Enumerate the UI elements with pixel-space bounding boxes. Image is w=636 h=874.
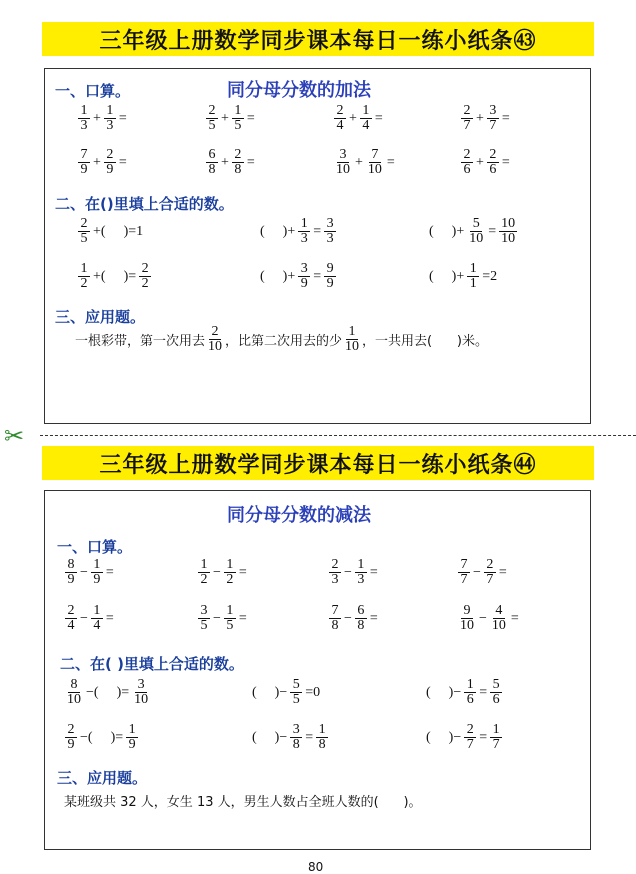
operator: ( xyxy=(426,684,431,700)
slip-1-fill-problem xyxy=(258,217,337,246)
numerator: 1 xyxy=(346,325,358,340)
denominator: 6 xyxy=(492,692,500,707)
numerator: 3 xyxy=(198,604,210,619)
denominator: 10 xyxy=(208,339,223,354)
operator: +( xyxy=(93,223,106,239)
operator: − xyxy=(80,610,88,626)
slip-1-oral-problem xyxy=(77,104,129,133)
fraction xyxy=(65,558,77,587)
fraction xyxy=(139,262,151,291)
fraction xyxy=(198,604,210,633)
scissors-icon: ✂ xyxy=(4,422,25,450)
slip-1-fill-problem xyxy=(77,217,145,246)
numerator: 2 xyxy=(487,148,499,163)
operator: − xyxy=(213,564,221,580)
operator: = xyxy=(369,564,378,580)
numerator: 1 xyxy=(316,723,328,738)
answer-blank xyxy=(101,685,115,701)
operator: = xyxy=(488,223,497,239)
slip-1-fill-problem xyxy=(427,262,499,291)
slip-1-fill-problem xyxy=(427,217,518,246)
numerator: 2 xyxy=(78,217,90,232)
operator: )=1 xyxy=(123,223,144,239)
fraction xyxy=(490,678,502,707)
slip-1-oral-problem xyxy=(460,148,512,177)
answer-blank xyxy=(433,730,447,746)
numerator: 2 xyxy=(461,104,473,119)
fraction xyxy=(467,262,479,291)
slip-2-fill-problem xyxy=(250,723,329,752)
numerator: 1 xyxy=(355,558,367,573)
denominator: 9 xyxy=(80,162,88,177)
fraction xyxy=(461,104,473,133)
denominator: 3 xyxy=(300,231,308,246)
denominator: 5 xyxy=(234,118,242,133)
answer-blank xyxy=(267,269,281,285)
fraction xyxy=(104,148,116,177)
numerator: 1 xyxy=(298,217,310,232)
denominator: 2 xyxy=(226,572,234,587)
denominator: 10 xyxy=(367,162,382,177)
numerator: 3 xyxy=(298,262,310,277)
denominator: 10 xyxy=(67,692,81,707)
slip-2-oral-problem xyxy=(64,558,116,587)
denominator: 7 xyxy=(466,737,474,752)
denominator: 5 xyxy=(208,118,216,133)
fraction xyxy=(78,217,90,246)
fraction xyxy=(329,558,341,587)
slip-2-oral-problem xyxy=(457,558,509,587)
operator: = xyxy=(305,729,314,745)
fraction xyxy=(484,558,496,587)
fraction xyxy=(290,678,302,707)
fraction xyxy=(104,104,116,133)
numerator: 1 xyxy=(464,678,476,693)
slip-1-oral-problem xyxy=(333,104,385,133)
denominator: 2 xyxy=(80,276,88,291)
fraction xyxy=(464,678,476,707)
denominator: 8 xyxy=(331,618,339,633)
numerator: 3 xyxy=(337,148,349,163)
numerator: 2 xyxy=(206,104,218,119)
answer-blank xyxy=(108,269,122,285)
fraction xyxy=(324,217,336,246)
operator: = xyxy=(374,110,383,126)
operator: − xyxy=(479,610,487,626)
numerator: 1 xyxy=(224,604,236,619)
answer-blank xyxy=(267,224,281,240)
numerator: 2 xyxy=(484,558,496,573)
denominator: 10 xyxy=(345,339,360,354)
operator: = xyxy=(105,564,114,580)
numerator: 1 xyxy=(104,104,116,119)
fraction xyxy=(467,217,485,246)
slip-1-word-problem xyxy=(75,325,488,354)
operator: = xyxy=(118,110,127,126)
operator: = xyxy=(118,154,127,170)
denominator: 2 xyxy=(141,276,149,291)
operator: )− xyxy=(448,729,462,745)
answer-blank xyxy=(95,730,109,746)
operator: = xyxy=(479,684,488,700)
denominator: 9 xyxy=(67,737,75,752)
denominator: 3 xyxy=(326,231,334,246)
fraction xyxy=(232,148,244,177)
operator: = xyxy=(498,564,507,580)
numerator: 10 xyxy=(501,216,516,231)
problem-text: 一根彩带，第一次用去 xyxy=(75,334,206,349)
answer-blank xyxy=(259,685,273,701)
slip-1-fill-problem xyxy=(258,262,337,291)
operator: + xyxy=(476,154,484,170)
denominator: 4 xyxy=(67,618,75,633)
denominator: 5 xyxy=(200,618,208,633)
denominator: 7 xyxy=(463,118,471,133)
numerator: 9 xyxy=(461,604,473,619)
denominator: 5 xyxy=(226,618,234,633)
denominator: 3 xyxy=(106,118,114,133)
denominator: 5 xyxy=(80,231,88,246)
numerator: 1 xyxy=(91,558,103,573)
numerator: 6 xyxy=(355,604,367,619)
fraction xyxy=(343,325,361,354)
slip-2-oral-problem xyxy=(64,604,116,633)
slip-1-oral-problem xyxy=(333,148,397,177)
operator: ( xyxy=(429,223,434,239)
fraction xyxy=(206,104,218,133)
denominator: 8 xyxy=(234,162,242,177)
fraction xyxy=(458,558,470,587)
answer-blank xyxy=(108,224,122,240)
slip-2-fill-problem xyxy=(64,678,151,707)
operator: ( xyxy=(260,223,265,239)
operator: ( xyxy=(429,268,434,284)
denominator: 6 xyxy=(463,162,471,177)
fraction xyxy=(316,723,328,752)
fraction xyxy=(298,217,310,246)
operator: )− xyxy=(274,684,288,700)
fraction xyxy=(78,262,90,291)
fraction xyxy=(198,558,210,587)
numerator: 3 xyxy=(135,678,147,693)
denominator: 10 xyxy=(336,162,350,177)
slip-2-word-problem xyxy=(64,791,422,810)
fraction xyxy=(329,604,341,633)
answer-blank xyxy=(259,730,273,746)
denominator: 2 xyxy=(200,572,208,587)
fraction xyxy=(132,678,150,707)
numerator: 8 xyxy=(68,678,80,693)
slip-1-oral-problem xyxy=(460,104,512,133)
fraction xyxy=(206,325,224,354)
numerator: 3 xyxy=(487,104,499,119)
numerator: 9 xyxy=(324,262,336,277)
fraction xyxy=(366,148,384,177)
operator: = xyxy=(479,729,488,745)
operator: = xyxy=(313,223,322,239)
operator: )= xyxy=(123,268,137,284)
problem-text: ，一共用去( )米。 xyxy=(362,334,488,349)
numerator: 2 xyxy=(104,148,116,163)
fraction xyxy=(65,604,77,633)
slip-2-topic-title: 同分母分数的减法 xyxy=(227,505,371,526)
fraction xyxy=(499,217,517,246)
operator: +( xyxy=(93,268,106,284)
slip-1-banner: 三年级上册数学同步课本每日一练小纸条㊸ xyxy=(42,22,594,56)
operator: −( xyxy=(80,729,93,745)
slip-2-section-3-heading: 三、应用题。 xyxy=(57,769,148,787)
fraction xyxy=(355,604,367,633)
fraction xyxy=(65,678,83,707)
slip-2-oral-problem xyxy=(328,558,380,587)
denominator: 10 xyxy=(460,618,474,633)
numerator: 6 xyxy=(206,148,218,163)
numerator: 7 xyxy=(329,604,341,619)
slip-1-section-3-heading: 三、应用题。 xyxy=(55,308,146,326)
answer-blank xyxy=(433,685,447,701)
slip-1-oral-problem xyxy=(205,148,257,177)
numerator: 1 xyxy=(78,104,90,119)
denominator: 10 xyxy=(134,692,149,707)
operator: + xyxy=(221,110,229,126)
operator: = xyxy=(501,154,510,170)
denominator: 1 xyxy=(469,276,477,291)
slip-1-section-2-heading: 二、在()里填上合适的数。 xyxy=(55,195,234,213)
denominator: 8 xyxy=(208,162,216,177)
operator: + xyxy=(476,110,484,126)
operator: ( xyxy=(260,268,265,284)
operator: − xyxy=(473,564,481,580)
fraction xyxy=(487,104,499,133)
numerator: 3 xyxy=(290,723,302,738)
fraction xyxy=(464,723,476,752)
numerator: 1 xyxy=(490,723,502,738)
numerator: 2 xyxy=(464,723,476,738)
fraction xyxy=(490,604,508,633)
fraction xyxy=(461,148,473,177)
operator: = xyxy=(238,564,247,580)
denominator: 9 xyxy=(326,276,334,291)
fraction xyxy=(360,104,372,133)
denominator: 4 xyxy=(336,118,344,133)
numerator: 1 xyxy=(467,262,479,277)
numerator: 1 xyxy=(91,604,103,619)
operator: )− xyxy=(448,684,462,700)
slip-1-fill-problem xyxy=(77,262,152,291)
slip-2-fill-problem xyxy=(250,678,322,707)
denominator: 10 xyxy=(501,231,516,246)
fraction xyxy=(487,148,499,177)
denominator: 5 xyxy=(292,692,300,707)
fraction xyxy=(65,723,77,752)
operator: ( xyxy=(252,684,257,700)
slip-2-banner: 三年级上册数学同步课本每日一练小纸条㊹ xyxy=(42,446,594,480)
slip-2-fill-problem xyxy=(424,723,503,752)
denominator: 10 xyxy=(469,231,484,246)
operator: )− xyxy=(274,729,288,745)
denominator: 9 xyxy=(67,572,75,587)
denominator: 8 xyxy=(357,618,365,633)
operator: + xyxy=(355,154,363,170)
fraction xyxy=(355,558,367,587)
numerator: 1 xyxy=(198,558,210,573)
numerator: 2 xyxy=(209,325,221,340)
fraction xyxy=(298,262,310,291)
fraction xyxy=(224,558,236,587)
denominator: 10 xyxy=(491,618,506,633)
operator: )+ xyxy=(451,268,465,284)
operator: = xyxy=(105,610,114,626)
operator: + xyxy=(221,154,229,170)
denominator: 9 xyxy=(93,572,101,587)
fraction xyxy=(206,148,218,177)
fraction xyxy=(334,148,352,177)
denominator: 8 xyxy=(292,737,300,752)
operator: − xyxy=(344,610,352,626)
numerator: 2 xyxy=(65,723,77,738)
operator: − xyxy=(344,564,352,580)
slip-2-fill-problem xyxy=(64,723,139,752)
denominator: 7 xyxy=(460,572,468,587)
operator: + xyxy=(349,110,357,126)
fraction xyxy=(490,723,502,752)
numerator: 7 xyxy=(78,148,90,163)
fraction xyxy=(224,604,236,633)
denominator: 3 xyxy=(80,118,88,133)
numerator: 1 xyxy=(126,723,138,738)
numerator: 2 xyxy=(334,104,346,119)
operator: =0 xyxy=(305,684,321,700)
fraction xyxy=(232,104,244,133)
numerator: 2 xyxy=(461,148,473,163)
numerator: 2 xyxy=(65,604,77,619)
denominator: 9 xyxy=(300,276,308,291)
operator: = xyxy=(246,110,255,126)
numerator: 5 xyxy=(490,678,502,693)
operator: − xyxy=(80,564,88,580)
operator: + xyxy=(93,154,101,170)
denominator: 6 xyxy=(466,692,474,707)
numerator: 1 xyxy=(232,104,244,119)
denominator: 7 xyxy=(486,572,494,587)
slip-2-oral-problem xyxy=(457,604,521,633)
denominator: 3 xyxy=(331,572,339,587)
denominator: 8 xyxy=(318,737,326,752)
fraction xyxy=(91,558,103,587)
operator: )+ xyxy=(282,268,296,284)
slip-2-section-1-heading: 一、口算。 xyxy=(57,538,133,556)
slip-2-oral-problem xyxy=(197,604,249,633)
operator: )= xyxy=(116,684,130,700)
numerator: 2 xyxy=(232,148,244,163)
fraction xyxy=(290,723,302,752)
operator: = xyxy=(510,610,519,626)
denominator: 3 xyxy=(357,572,365,587)
problem-text: ，比第二次用去的少 xyxy=(225,334,343,349)
numerator: 2 xyxy=(329,558,341,573)
denominator: 9 xyxy=(128,737,136,752)
answer-blank xyxy=(436,269,450,285)
denominator: 6 xyxy=(489,162,497,177)
cut-line xyxy=(40,435,636,436)
numerator: 5 xyxy=(470,217,482,232)
operator: =2 xyxy=(482,268,498,284)
denominator: 4 xyxy=(93,618,101,633)
fraction xyxy=(126,723,138,752)
numerator: 2 xyxy=(139,262,151,277)
operator: −( xyxy=(86,684,99,700)
operator: − xyxy=(213,610,221,626)
operator: = xyxy=(246,154,255,170)
operator: = xyxy=(501,110,510,126)
numerator: 1 xyxy=(360,104,372,119)
denominator: 7 xyxy=(492,737,500,752)
fraction xyxy=(78,104,90,133)
numerator: 4 xyxy=(493,604,505,619)
slip-1-topic-title: 同分母分数的加法 xyxy=(227,80,371,101)
operator: )+ xyxy=(451,223,465,239)
fraction xyxy=(91,604,103,633)
numerator: 3 xyxy=(324,217,336,232)
numerator: 1 xyxy=(78,262,90,277)
slip-2-fill-problem xyxy=(424,678,503,707)
slip-2-oral-problem xyxy=(197,558,249,587)
problem-text: 某班级共 32 人，女生 13 人，男生人数占全班人数的( )。 xyxy=(64,795,422,810)
denominator: 4 xyxy=(362,118,370,133)
fraction xyxy=(458,604,476,633)
operator: ( xyxy=(252,729,257,745)
numerator: 7 xyxy=(369,148,381,163)
operator: ( xyxy=(426,729,431,745)
fraction xyxy=(78,148,90,177)
operator: + xyxy=(93,110,101,126)
answer-blank xyxy=(436,224,450,240)
slip-2-oral-problem xyxy=(328,604,380,633)
slip-1-section-1-heading: 一、口算。 xyxy=(55,82,131,100)
slip-2-section-2-heading: 二、在( )里填上合适的数。 xyxy=(60,655,244,673)
slip-1-oral-problem xyxy=(77,148,129,177)
operator: )= xyxy=(110,729,124,745)
numerator: 7 xyxy=(458,558,470,573)
operator: = xyxy=(369,610,378,626)
fraction xyxy=(324,262,336,291)
operator: )+ xyxy=(282,223,296,239)
slip-1-oral-problem xyxy=(205,104,257,133)
denominator: 9 xyxy=(106,162,114,177)
fraction xyxy=(334,104,346,133)
numerator: 1 xyxy=(224,558,236,573)
operator: = xyxy=(238,610,247,626)
numerator: 5 xyxy=(290,678,302,693)
denominator: 7 xyxy=(489,118,497,133)
operator: = xyxy=(386,154,395,170)
operator: = xyxy=(313,268,322,284)
page-number: 80 xyxy=(308,860,324,874)
numerator: 8 xyxy=(65,558,77,573)
